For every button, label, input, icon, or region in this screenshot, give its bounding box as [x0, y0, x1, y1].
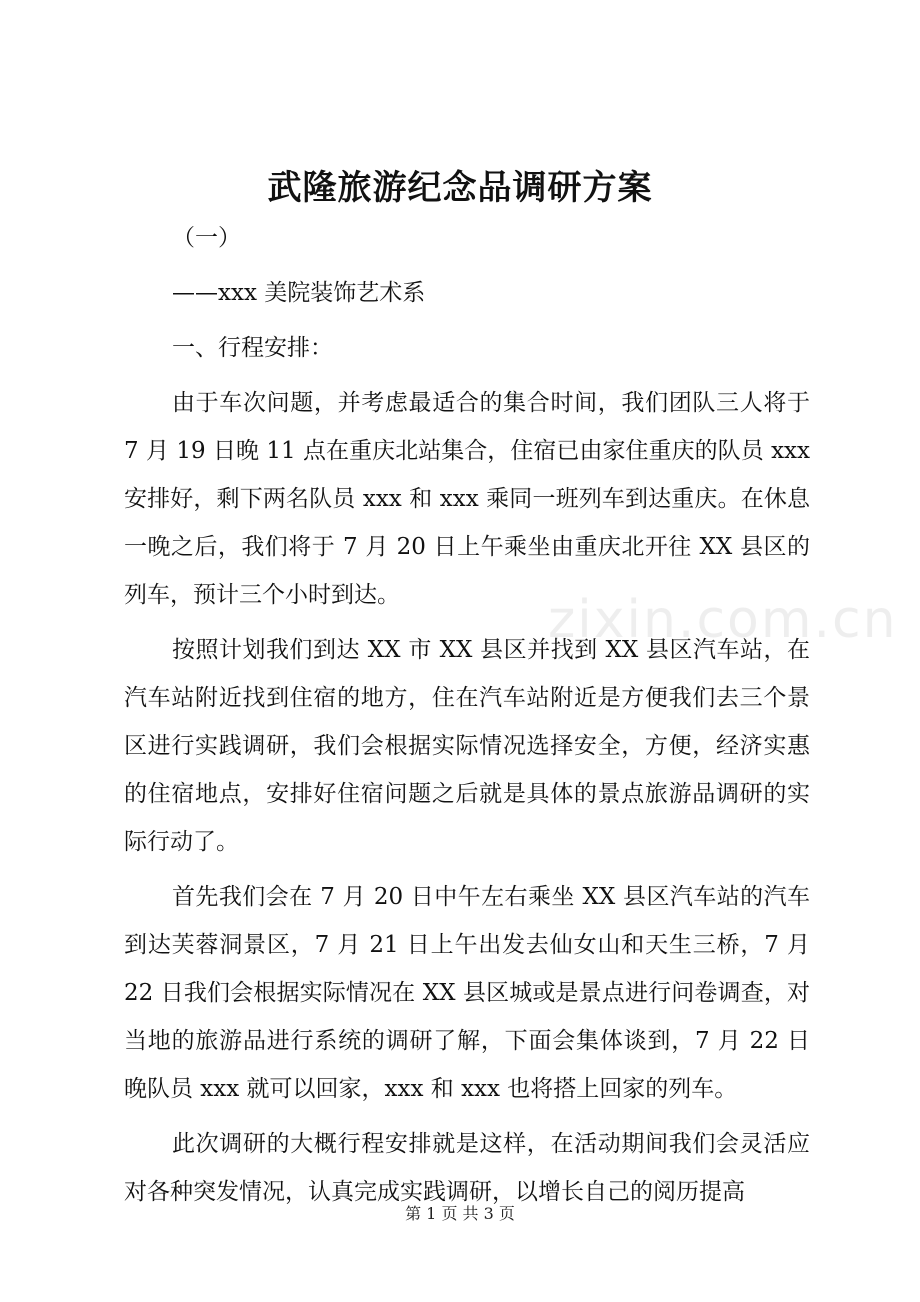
document-body [124, 214, 810, 1223]
page-number-footer: 第 1 页 共 3 页 [405, 1204, 515, 1223]
section-heading: 一、行程安排： [172, 335, 333, 361]
watermark: zixin.com.cn [548, 590, 898, 650]
section-number: （一） [172, 225, 241, 251]
paragraph-3: 首先我们会在 7 月 20 日中午左右乘坐 XX 县区汽车站的汽车到达芙蓉洞景区，7 月 21 日上午出发去仙女山和天生三桥，7 月 22 日我们会根据实际情况在 XX 县区城或是景点进行问卷调查，对当地的旅游品进行系统的调研了解，下面会集体谈到，7 月 22 日晚队员 xxx 就可以回家，xxx 和 xxx 也将搭上回家的列车。 [124, 884, 810, 1102]
paragraph-2: 按照计划我们到达 XX 市 XX 县区并找到 XX 县区汽车站，在汽车站附近找到住宿的地方，住在汽车站附近是方便我们去三个景区进行实践调研，我们会根据实际情况选择安全，方便，经济实惠的住宿地点，安排好住宿问题之后就是具体的景点旅游品调研的实际行动了。 [124, 637, 810, 855]
author-line: ——xxx 美院装饰艺术系 [172, 280, 426, 306]
paragraph-1: 由于车次问题，并考虑最适合的集合时间，我们团队三人将于 7 月 19 日晚 11 点在重庆北站集合，住宿已由家住重庆的队员 xxx 安排好，剩下两名队员 xxx 和 xxx 乘同一班列车到达重庆。在休息一晚之后，我们将于 7 月 20 日上午乘坐由重庆北开往 XX 县区的列车，预计三个小时到达。 [124, 390, 810, 608]
document-title: 武隆旅游纪念品调研方案 [267, 168, 653, 208]
paragraph-4: 此次调研的大概行程安排就是这样，在活动期间我们会灵活应对各种突发情况，认真完成实践调研，以增长自己的阅历提高 [124, 1131, 810, 1205]
